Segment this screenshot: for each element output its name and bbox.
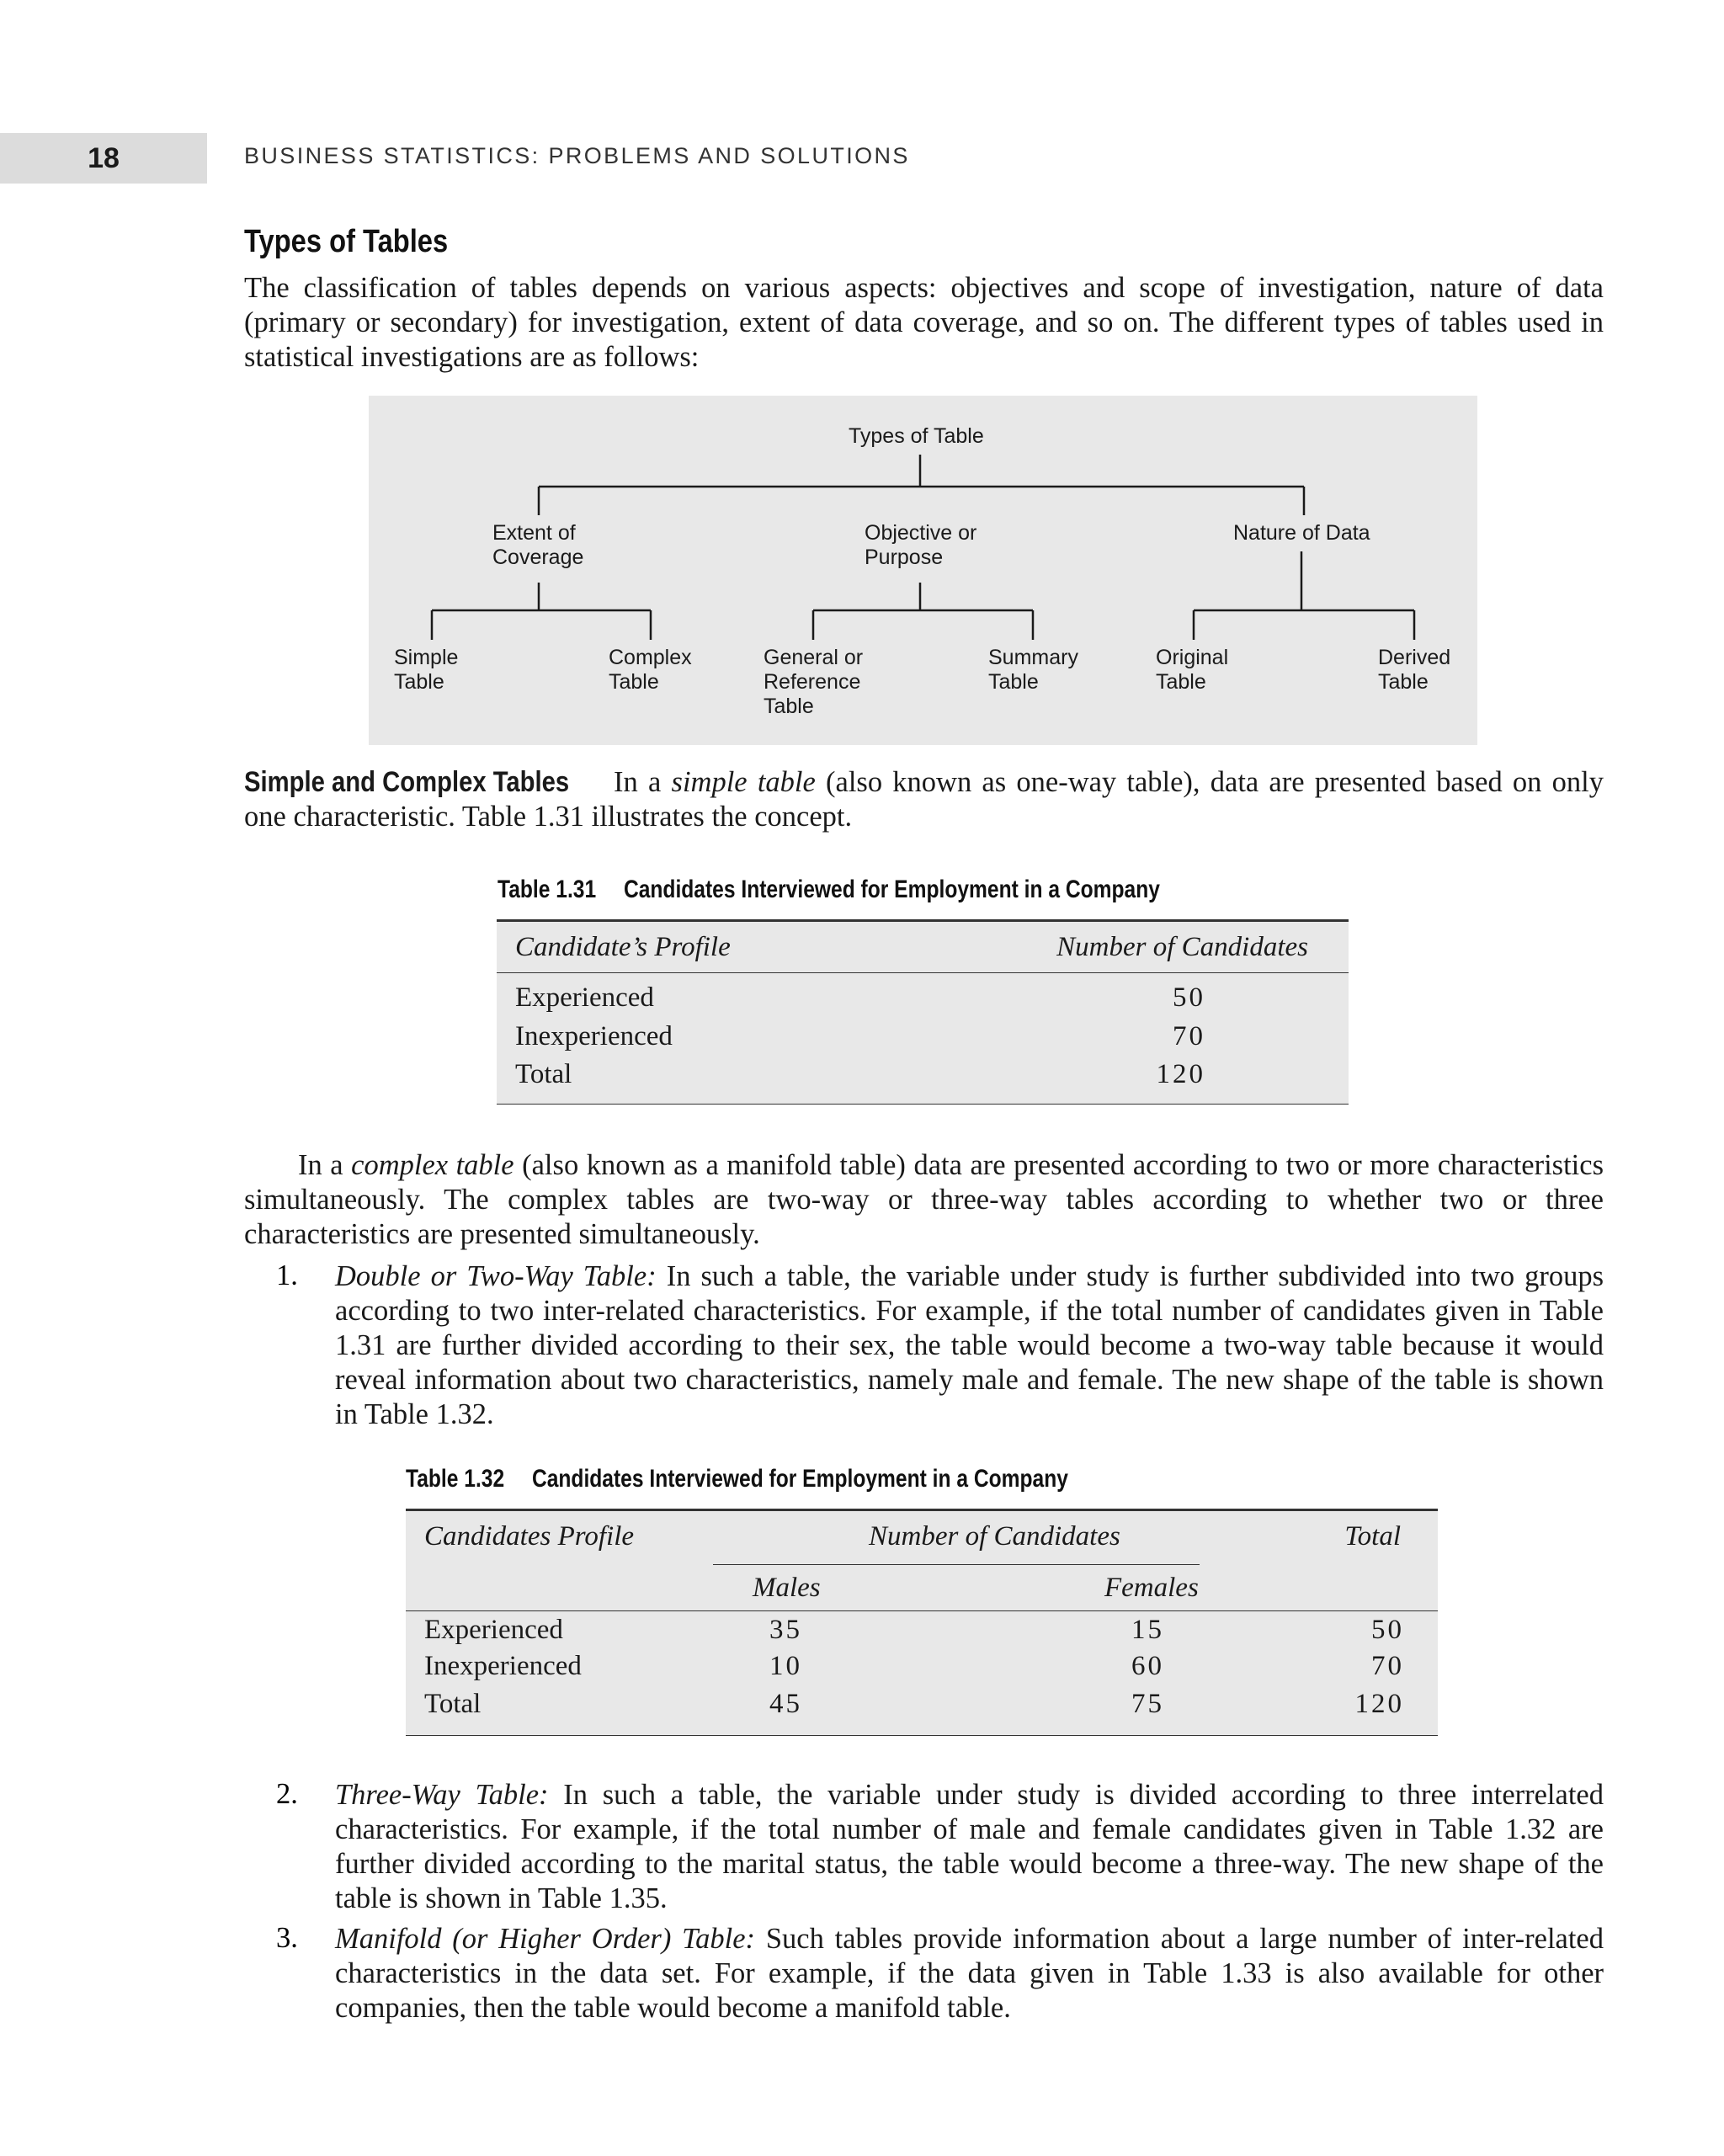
diagram-root: Types of Table bbox=[849, 424, 984, 448]
table-cell: 120 bbox=[1354, 1689, 1404, 1719]
table-row: Experienced bbox=[515, 982, 654, 1013]
simple-text-after: (also known as one-way table), data are presented based on only one characteristic. Table 1.31 illustrates the concept. bbox=[244, 766, 1604, 833]
table-cell: 60 bbox=[1131, 1651, 1164, 1681]
diagram-leaf-summary: Summary Table bbox=[988, 646, 1078, 694]
list-term: Three-Way Table: bbox=[335, 1779, 549, 1811]
list-number: 1. bbox=[276, 1259, 298, 1291]
table-row: Inexperienced bbox=[424, 1651, 582, 1681]
table-row: Experienced bbox=[424, 1615, 563, 1645]
simple-table-term: simple table bbox=[671, 766, 816, 798]
simple-complex-paragraph bbox=[244, 765, 1604, 834]
table-131-col-profile: Candidate’s Profile bbox=[515, 932, 731, 962]
table-132-col-profile: Candidates Profile bbox=[424, 1521, 635, 1552]
table-cell: 10 bbox=[769, 1651, 802, 1681]
table-cell: 120 bbox=[1156, 1059, 1205, 1089]
simple-complex-heading: Simple and Complex Tables bbox=[244, 766, 570, 798]
table-132-col-males: Males bbox=[753, 1573, 821, 1603]
table-row: Total bbox=[424, 1689, 482, 1719]
table-131-caption bbox=[498, 876, 1160, 904]
table-131 bbox=[497, 919, 1349, 1105]
table-132-caption bbox=[406, 1465, 1068, 1493]
complex-text-before: In a bbox=[298, 1149, 352, 1181]
table-132 bbox=[406, 1509, 1438, 1736]
diagram-branch-objective: Objective or Purpose bbox=[865, 521, 977, 569]
diagram-leaf-general: General or Reference Table bbox=[764, 646, 864, 718]
table-cell: 50 bbox=[1173, 982, 1205, 1013]
diagram-leaf-original: Original Table bbox=[1156, 646, 1229, 694]
table-131-header-rule bbox=[497, 972, 1349, 973]
table-row: Total bbox=[515, 1059, 572, 1089]
table-132-col-total: Total bbox=[1344, 1521, 1401, 1552]
table-132-label: Table 1.32 bbox=[406, 1465, 505, 1493]
table-132-header-rule bbox=[406, 1610, 1438, 1611]
table-cell: 70 bbox=[1371, 1651, 1404, 1681]
table-132-group-rule bbox=[713, 1564, 1200, 1565]
table-132-col-females: Females bbox=[1104, 1573, 1199, 1603]
table-131-label: Table 1.31 bbox=[498, 876, 597, 903]
table-132-col-group: Number of Candidates bbox=[869, 1521, 1120, 1552]
list-term: Manifold (or Higher Order) Table: bbox=[335, 1923, 756, 1955]
table-cell: 70 bbox=[1173, 1021, 1205, 1051]
complex-text-after: (also known as a manifold table) data are presented according to two or more characteristics simultaneously. The complex tables are two-way or three-way tables according to whether two or three characteristics are presented simultaneously. bbox=[244, 1149, 1604, 1250]
list-text: Such tables provide information about a large number of inter-related characteristics in the data set. For example, if the data given in Table 1.33 is also available for other companies, then the table would become a manifold table. bbox=[335, 1923, 1604, 2024]
list-term: Double or Two-Way Table: bbox=[335, 1260, 657, 1292]
list-text: In such a table, the variable under study is divided according to three interrelated characteristics. For example, if the total number of male and female candidates given in Table 1.32 are further divided according to the marital status, the table would become a three-way. The new shape of the table is shown in Table 1.35. bbox=[335, 1779, 1604, 1914]
list-text: In such a table, the variable under study is further subdivided into two groups according to two inter-related characteristics. For example, if the total number of candidates given in Table 1.31 are further divided according to their sex, the table would become a two-way table because it would reveal information about two characteristics, namely male and female. The new shape of the table is shown in Table 1.32. bbox=[335, 1260, 1604, 1430]
table-cell: 75 bbox=[1131, 1689, 1164, 1719]
table-cell: 50 bbox=[1371, 1615, 1404, 1645]
intro-text: The classification of tables depends on various aspects: objectives and scope of investigation, nature of data (primary or secondary) for investigation, extent of data coverage, and so on. The different types of tables used in statistical investigations are as follows: bbox=[244, 272, 1604, 373]
complex-paragraph bbox=[244, 1148, 1604, 1252]
table-cell: 35 bbox=[769, 1615, 802, 1645]
list-body bbox=[335, 1778, 1604, 1916]
complex-table-term: complex table bbox=[351, 1149, 514, 1181]
simple-text-before: In a bbox=[614, 766, 672, 798]
diagram-leaf-derived: Derived Table bbox=[1378, 646, 1451, 694]
diagram-branch-coverage: Extent of Coverage bbox=[492, 521, 584, 569]
list-body bbox=[335, 1922, 1604, 2026]
list-body bbox=[335, 1259, 1604, 1432]
list-number: 3. bbox=[276, 1922, 298, 1954]
table-cell: 15 bbox=[1131, 1615, 1164, 1645]
running-head: BUSINESS STATISTICS: PROBLEMS AND SOLUTIONS bbox=[244, 143, 910, 168]
table-131-col-count: Number of Candidates bbox=[1056, 932, 1308, 962]
table-cell: 45 bbox=[769, 1689, 802, 1719]
list-number: 2. bbox=[276, 1778, 298, 1810]
section-title: Types of Tables bbox=[244, 224, 449, 259]
diagram-leaf-simple: Simple Table bbox=[394, 646, 459, 694]
page-number: 18 bbox=[88, 142, 120, 174]
diagram-branch-nature: Nature of Data bbox=[1233, 521, 1370, 545]
diagram-leaf-complex: Complex Table bbox=[609, 646, 692, 694]
table-132-title: Candidates Interviewed for Employment in a Company bbox=[531, 1465, 1068, 1493]
table-131-title: Candidates Interviewed for Employment in a Company bbox=[623, 876, 1160, 903]
table-row: Inexperienced bbox=[515, 1021, 673, 1051]
